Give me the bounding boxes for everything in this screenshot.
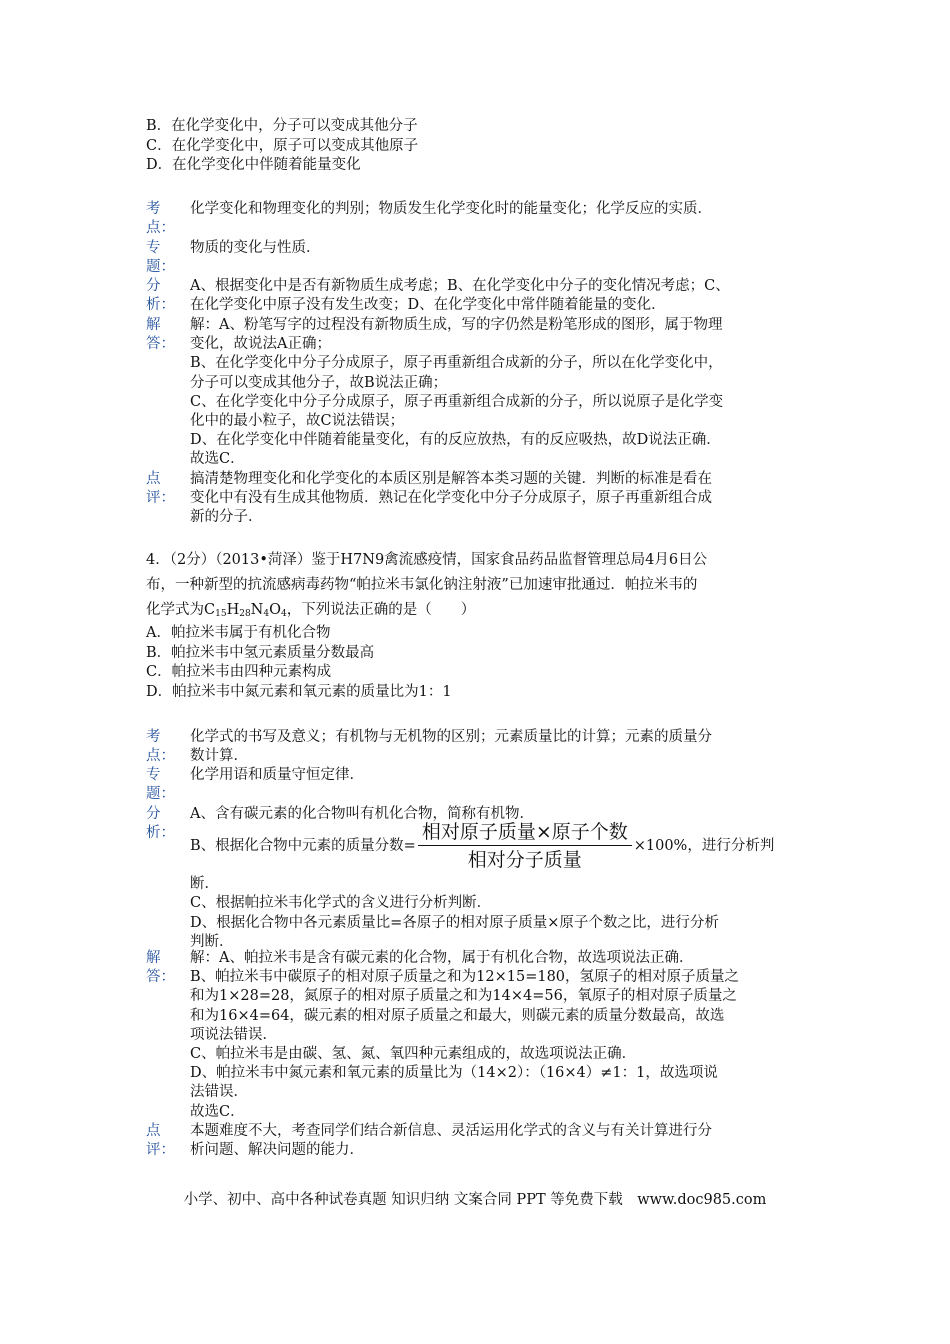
q4-kaodian-tag: 考 点： (146, 729, 175, 764)
q4-dianping-text: 本题难度不大，考查同学们结合新信息、灵活运用化学式的含义与有关计算进行分 析问题、解决问题的能力． (190, 1123, 712, 1159)
page-footer: 小学、初中、高中各种试卷真题 知识归纳 文案合同 PPT 等免费下载 www.doc985.com (183, 1192, 767, 1208)
q4-zhuanti-text: 化学用语和质量守恒定律． (190, 767, 364, 783)
q3-fenxi-tag: 分 析： (146, 278, 175, 313)
q3-jieda-text: 解：A、粉笔写字的过程没有新物质生成，写的字仍然是粉笔形成的图形，属于物理 变化，故说法A正确； B、在化学变化中分子分成原子，原子再重新组合成新的分子，所以在化学变化中， 分子可以变成其他分子，故B说法正确； C、在化学变化中分子分成原子，原子再重新组合成新的分子，所以说原子是化学变 化中的最小粒子，故C说法错误； D、在化学变化中伴随着能量变化，有的反应放热，有的反应吸热，故D说法正确． 故选C． (190, 317, 724, 468)
q3-option-d: D．在化学变化中伴随着能量变化 (146, 157, 361, 173)
q4-fenxi-text: A、含有碳元素的化合物叫有机化合物，简称有机物． B、根据化合物中元素的质量分数= $\frac{\text{相对原子质量×原子个数}}{\text{相对分子质量}}$ ×100%，进行分析判 断． C、根据帕拉米韦化学式的含义进行分析判断． D、根据化合物中各元素质量比=各原子的相对原子质量×原子个数之比，进行分析 判断． (190, 805, 810, 952)
q3-option-c: C．在化学变化中，原子可以变成其他原子 (146, 137, 419, 154)
q3-dianping-tag: 点 评： (146, 471, 175, 506)
q4-fenxi-formula-line: B、根据化合物中元素的质量分数= $\frac{\text{相对原子质量×原子个数}}{\text{相对分子质量}}$ ×100%，进行分析判 (190, 821, 775, 872)
q3-kaodian-tag: 考 点： (146, 201, 175, 236)
q4-option-c: C．帕拉米韦由四种元素构成 (146, 664, 332, 680)
q3-options (146, 117, 418, 176)
q4-kaodian-text: 化学式的书写及意义；有机物与无机物的区别；元素质量比的计算；元素的质量分 数计算． (190, 729, 712, 765)
q4-dianping-tag: 点 评： (146, 1123, 175, 1158)
q3-fenxi-text: A、根据变化中是否有新物质生成考虑；B、在化学变化中分子的变化情况考虑；C、 在化学变化中原子没有发生改变；D、在化学变化中常伴随着能量的变化． (190, 278, 730, 314)
q4-option-b: B．帕拉米韦中氢元素质量分数最高 (146, 644, 375, 661)
q4-fenxi-tag: 分 析： (146, 806, 175, 841)
mass-fraction-formula: $\frac{\text{相对原子质量×原子个数}}{\text{相对分子质量}}$ (418, 820, 632, 872)
q4-option-d: D．帕拉米韦中氮元素和氧元素的质量比为1：1 (146, 683, 452, 700)
q3-zhuanti-text: 物质的变化与性质． (190, 240, 321, 256)
q3-kaodian-text: 化学变化和物理变化的判别；物质发生化学变化时的能量变化；化学反应的实质． (190, 201, 712, 217)
q3-option-b: B．在化学变化中，分子可以变成其他分子 (146, 118, 418, 134)
q4-formula-line: 化学式为$C_{15}H_{28}N_4O_4$，下列说法正确的是（ ） (146, 602, 476, 619)
q3-jieda-tag: 解 答： (146, 317, 175, 352)
q4-jieda-tag: 解 答： (146, 950, 175, 985)
q4-jieda-text: 解：A、帕拉米韦是含有碳元素的化合物，属于有机化合物，故选项说法正确． B、帕拉米韦中碳原子的相对原子质量之和为12×15=180，氢原子的相对原子质量之 和为1×28=28，氮原子的相对原子质量之和为14×4=56，氧原子的相对原子质量之 和为16×4=64，碳元素的相对原子质量之和最大，则碳元素的质量分数最高，故选 项说法错误． C、帕拉米韦是由碳、氢、氮、氧四种元素组成的，故选项说法正确． D、帕拉米韦中氮元素和氧元素的质量比为（14×2）：（16×4）≠1：1，故选项说 法错误． 故选C． (190, 950, 740, 1120)
q3-zhuanti-tag: 专 题： (146, 240, 175, 275)
q4-zhuanti-tag: 专 题： (146, 767, 175, 802)
q4-option-a: A．帕拉米韦属于有机化合物 (146, 625, 331, 641)
q4-stem: 4．（2分）（2013•菏泽）鉴于H7N9禽流感疫情，国家食品药品监督管理总局4月6日公 布，一种新型的抗流感病毒药物“帕拉米韦氯化钠注射液”已加速审批通过．帕拉米韦的 化学式为$C_{15}H_{28}N_4O_4$，下列说法正确的是（ ） (146, 548, 816, 623)
q4-options (146, 624, 452, 702)
q3-dianping-text: 搞清楚物理变化和化学变化的本质区别是解答本类习题的关键．判断的标准是看在 变化中有没有生成其他物质．熟记在化学变化中分子分成原子，原子再重新组合成 新的分子． (190, 471, 712, 526)
